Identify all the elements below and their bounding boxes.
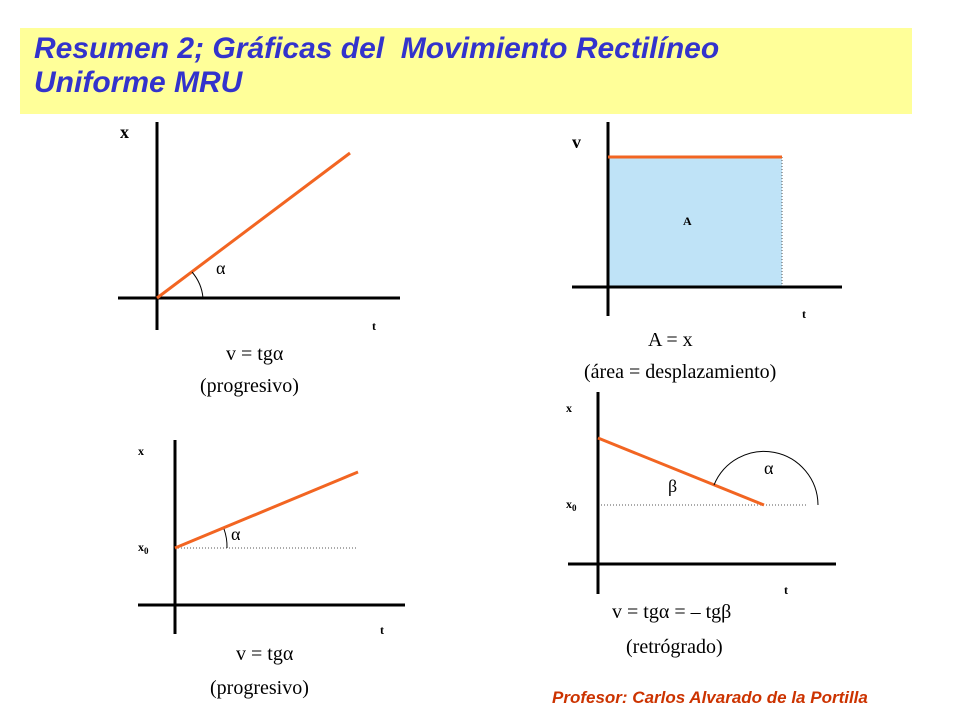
graph-velocity-area	[572, 122, 842, 383]
g1-angle-label: α	[216, 258, 226, 278]
g1-position-line	[157, 153, 350, 298]
g3-y-label: x	[138, 444, 144, 458]
g3-x0-label: $x_0$	[138, 540, 149, 556]
g1-caption: (progresivo)	[200, 375, 299, 397]
g2-formula: A = x	[648, 329, 693, 351]
g1-y-label: x	[120, 122, 129, 142]
g4-position-line	[598, 438, 764, 505]
g4-x0-label: $x_0$	[566, 497, 577, 513]
title-line-1: Resumen 2; Gráficas del Movimiento Rectilíneo	[34, 32, 720, 65]
g3-position-line	[175, 472, 358, 548]
g3-angle-label: α	[231, 524, 241, 544]
g2-area-fill	[608, 157, 782, 287]
g3-angle-arc	[224, 529, 227, 548]
g4-caption: (retrógrado)	[626, 636, 723, 658]
g4-x-label: t	[784, 583, 788, 597]
g4-alpha-label: α	[764, 458, 774, 478]
title-line-2: Uniforme MRU	[34, 66, 243, 99]
g3-x-label: t	[380, 623, 384, 637]
graph-position-progressive-x0	[138, 440, 405, 699]
g1-x-label: t	[372, 319, 376, 333]
g1-formula: v = tgα	[226, 343, 284, 365]
g3-caption: (progresivo)	[210, 677, 309, 699]
g2-caption: (área = desplazamiento)	[584, 361, 777, 383]
g4-formula: v = tgα = – tgβ	[612, 601, 732, 623]
g3-formula: v = tgα	[236, 643, 294, 665]
graph-position-progressive-origin	[118, 122, 400, 397]
g4-y-label: x	[566, 401, 572, 415]
graph-position-retrograde	[566, 392, 836, 658]
g2-y-label: v	[572, 132, 581, 152]
g4-beta-label: β	[668, 476, 678, 496]
g2-x-label: t	[802, 307, 806, 321]
g2-area-label: A	[683, 214, 692, 228]
g1-angle-arc	[192, 272, 203, 298]
footer-author: Profesor: Carlos Alvarado de la Portilla	[552, 688, 868, 707]
